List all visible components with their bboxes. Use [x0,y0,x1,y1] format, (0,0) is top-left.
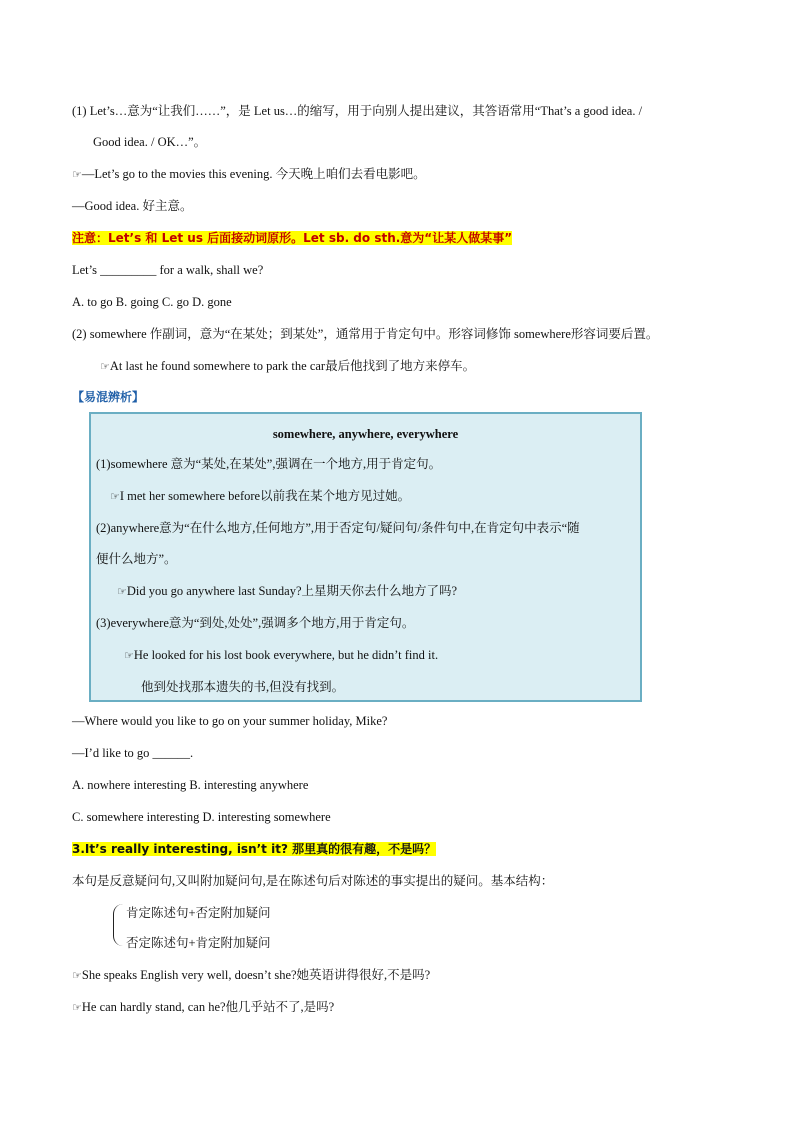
hand-icon: ☞ [110,490,120,503]
section-3-example-1-text: She speaks English very well, doesn’t she?她英语讲得很好,不是吗? [81,968,431,982]
structure-item-2: 否定陈述句+肯定附加疑问 [126,936,271,950]
confusion-item-2-line2: 便什么地方”。 [96,552,177,566]
confusion-item-2-line1: (2)anywhere意为“在什么地方,任何地方”,用于否定句/疑问句/条件句中,在肯定句中表示“随 [96,521,580,535]
confusion-box-title: somewhere, anywhere, everywhere [272,427,459,441]
exercise-1-options: A. to go B. going C. go D. gone [72,295,232,309]
confusion-item-1-example-text: I met her somewhere before以前我在某个地方见过她。 [119,489,411,503]
confusion-item-2-example-text: Did you go anywhere last Sunday?上星期天你去什么地方了吗? [126,584,458,598]
hand-icon: ☞ [117,585,127,598]
confusion-item-1-example [110,488,410,505]
confusion-item-3-example-text: He looked for his lost book everywhere, but he didn’t find it. [133,648,439,662]
hand-icon: ☞ [124,649,134,662]
confusion-item-3: (3)everywhere意为“到处,处处”,强调多个地方,用于肯定句。 [96,616,415,630]
structure-item-1: 肯定陈述句+否定附加疑问 [126,906,271,920]
section-3-example-2 [72,999,334,1016]
p2-line1: (2) somewhere 作副词，意为“在某处；到某处”，通常用于肯定句中。形容词修饰 somewhere形容词要后置。 [72,327,659,341]
hand-icon: ☞ [72,969,82,982]
note-highlight [72,230,512,246]
exercise-2-options-cd: C. somewhere interesting D. interesting somewhere [72,810,331,824]
section-3-heading [72,841,436,857]
confusion-item-3-translation: 他到处找那本遗失的书,但没有找到。 [141,680,345,694]
section-3-heading-text: 3.It’s really interesting, isn’t it? 那里真的很有趣，不是吗？ [72,842,437,856]
p2-example [100,358,475,375]
hand-icon: ☞ [72,1001,82,1014]
p1-example-1 [72,166,426,183]
exercise-2-line2: —I’d like to go ______. [72,746,194,760]
section-3-intro: 本句是反意疑问句,又叫附加疑问句,是在陈述句后对陈述的事实提出的疑问。基本结构： [72,874,554,888]
exercise-2-line1: —Where would you like to go on your summer holiday, Mike? [72,714,388,728]
p1-line1: (1) Let’s…意为“让我们……”，是 Let us…的缩写，用于向别人提出建议，其答语常用“That’s a good idea. / [72,104,643,118]
exercise-1-question: Let’s _________ for a walk, shall we? [72,263,264,277]
hand-icon: ☞ [72,168,82,181]
p2-example-text: At last he found somewhere to park the car最后他找到了地方来停车。 [109,359,476,373]
confusion-item-2-example [117,583,457,600]
confusion-item-1: (1)somewhere 意为“某处,在某处”,强调在一个地方,用于肯定句。 [96,457,442,471]
exercise-2-options-ab: A. nowhere interesting B. interesting anywhere [72,778,309,792]
p1-example-1-text: —Let’s go to the movies this evening. 今天晚上咱们去看电影吧。 [81,167,426,181]
p1-example-2: —Good idea. 好主意。 [72,199,193,213]
confusion-item-3-example [124,647,438,664]
section-3-example-1 [72,967,430,984]
confusion-label: 【易混辨析】 [72,390,145,404]
hand-icon: ☞ [100,360,110,373]
note-text: 注意：Let’s 和 Let us 后面接动词原形。Let sb. do sth.意为“让某人做某事” [72,231,513,245]
structure-brace [113,904,124,946]
p1-line2: Good idea. / OK…”。 [93,135,207,149]
section-3-example-2-text: He can hardly stand, can he?他几乎站不了,是吗? [81,1000,335,1014]
